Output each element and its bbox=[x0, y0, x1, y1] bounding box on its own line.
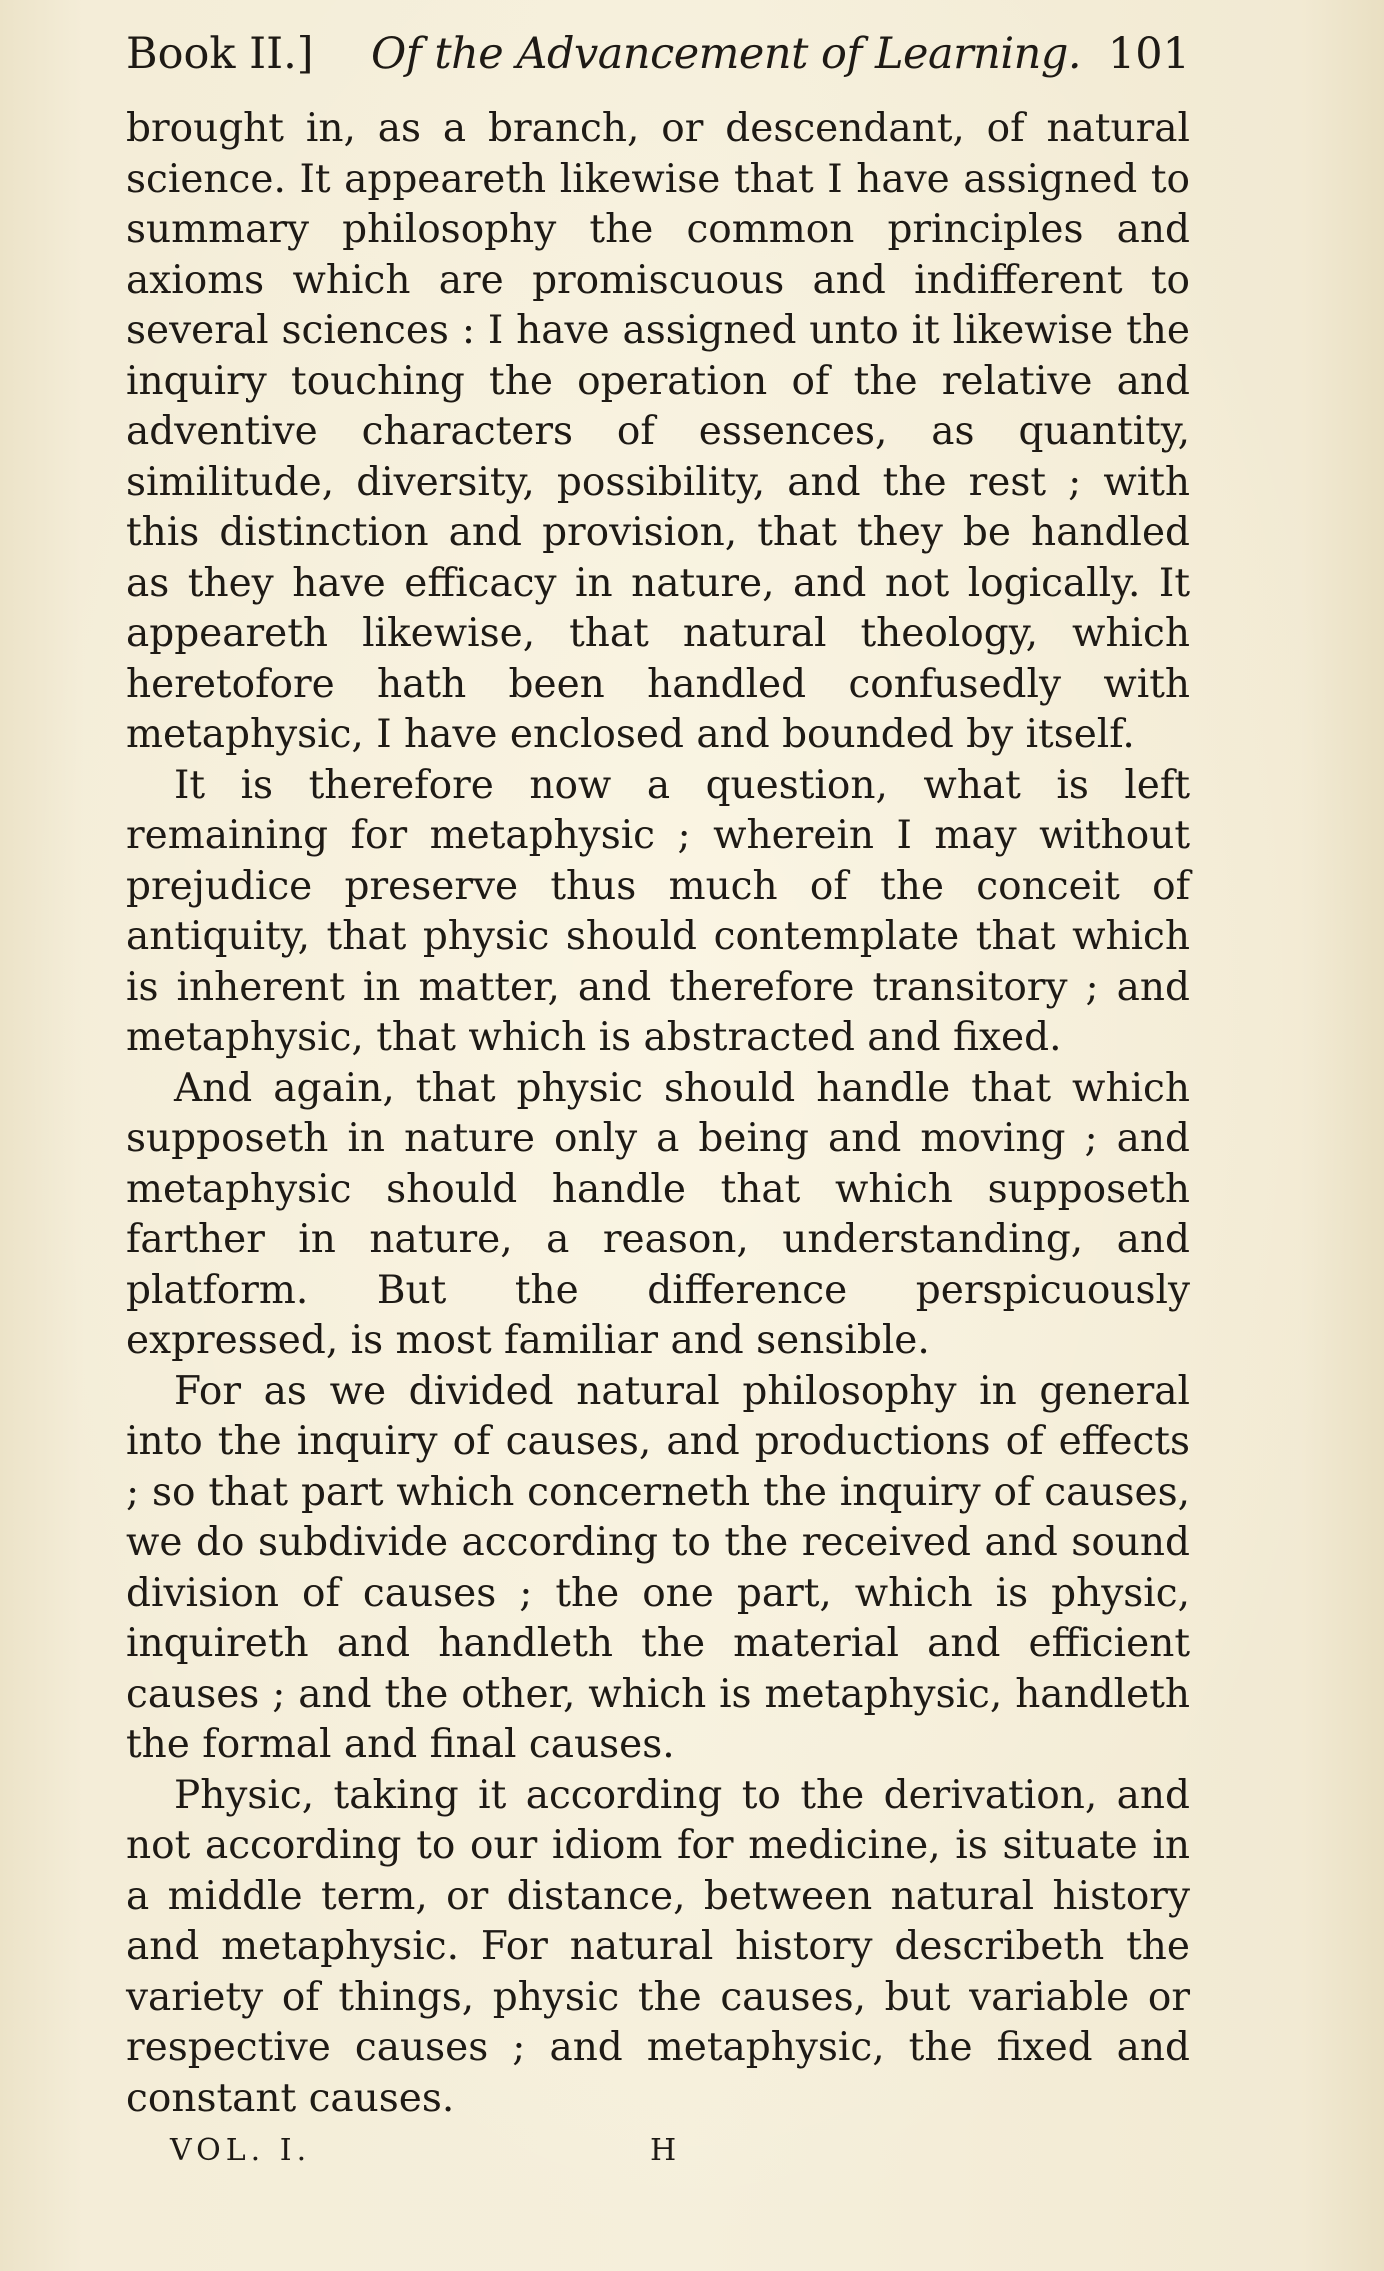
paragraph-2: It is therefore now a question, what is left remaining for metaphysic ; wherein I may without prejudice preserve thus much of the conceit of antiquity, that physic should contemplate that which is inherent in matter, and therefore transitory ; and metaphysic, that which is abstracted and fixed. bbox=[126, 762, 1190, 1060]
body-text bbox=[126, 104, 1190, 2124]
page-footer bbox=[170, 2126, 770, 2176]
paragraph-4: For as we divided natural philosophy in general into the inquiry of causes, and productions of effects ; so that part which concerneth the inquiry of causes, we do subdivide according to the received and sound division of causes ; the one part, which is physic, inquireth and handleth the material and efficient causes ; and the other, which is metaphysic, handleth the formal and final causes. bbox=[126, 1368, 1190, 1767]
running-title: Of the Advancement of Learning. bbox=[371, 29, 1082, 79]
paragraph-3: And again, that physic should handle that which supposeth in nature only a being and moving ; and metaphysic should handle that which supposeth farther in nature, a reason, understanding, and platform. But the difference perspicuously expressed, is most familiar and sensible. bbox=[126, 1065, 1190, 1363]
paragraph-1: brought in, as a branch, or descendant, of natural science. It appeareth likewise that I have assigned to summary philosophy the common principles and axioms which are promiscuous and indifferent to several sciences : I have assigned unto it likewise the inquiry touching the operation of the relative and adventive characters of essences, as quantity, similitude, diversity, possibility, and the rest ; with this distinction and provision, that they be handled as they have efficacy in nature, and not logically. It appeareth likewise, that natural theology, which heretofore hath been handled confusedly with metaphysic, I have enclosed and bounded by itself. bbox=[126, 106, 1190, 757]
signature-mark: H bbox=[650, 2133, 682, 2168]
paragraph-5: Physic, taking it according to the derivation, and not according to our idiom for medicine, is situate in a middle term, or distance, between natural history and metaphysic. For natural history describeth the variety of things, physic the causes, but variable or respective causes ; and metaphysic, the fixed and constant causes. bbox=[126, 1772, 1190, 2121]
volume-label: VOL. I. bbox=[170, 2133, 312, 2168]
book-section-label: Book II.] bbox=[126, 29, 314, 79]
running-header bbox=[126, 26, 1190, 82]
page-number: 101 bbox=[1107, 29, 1190, 79]
